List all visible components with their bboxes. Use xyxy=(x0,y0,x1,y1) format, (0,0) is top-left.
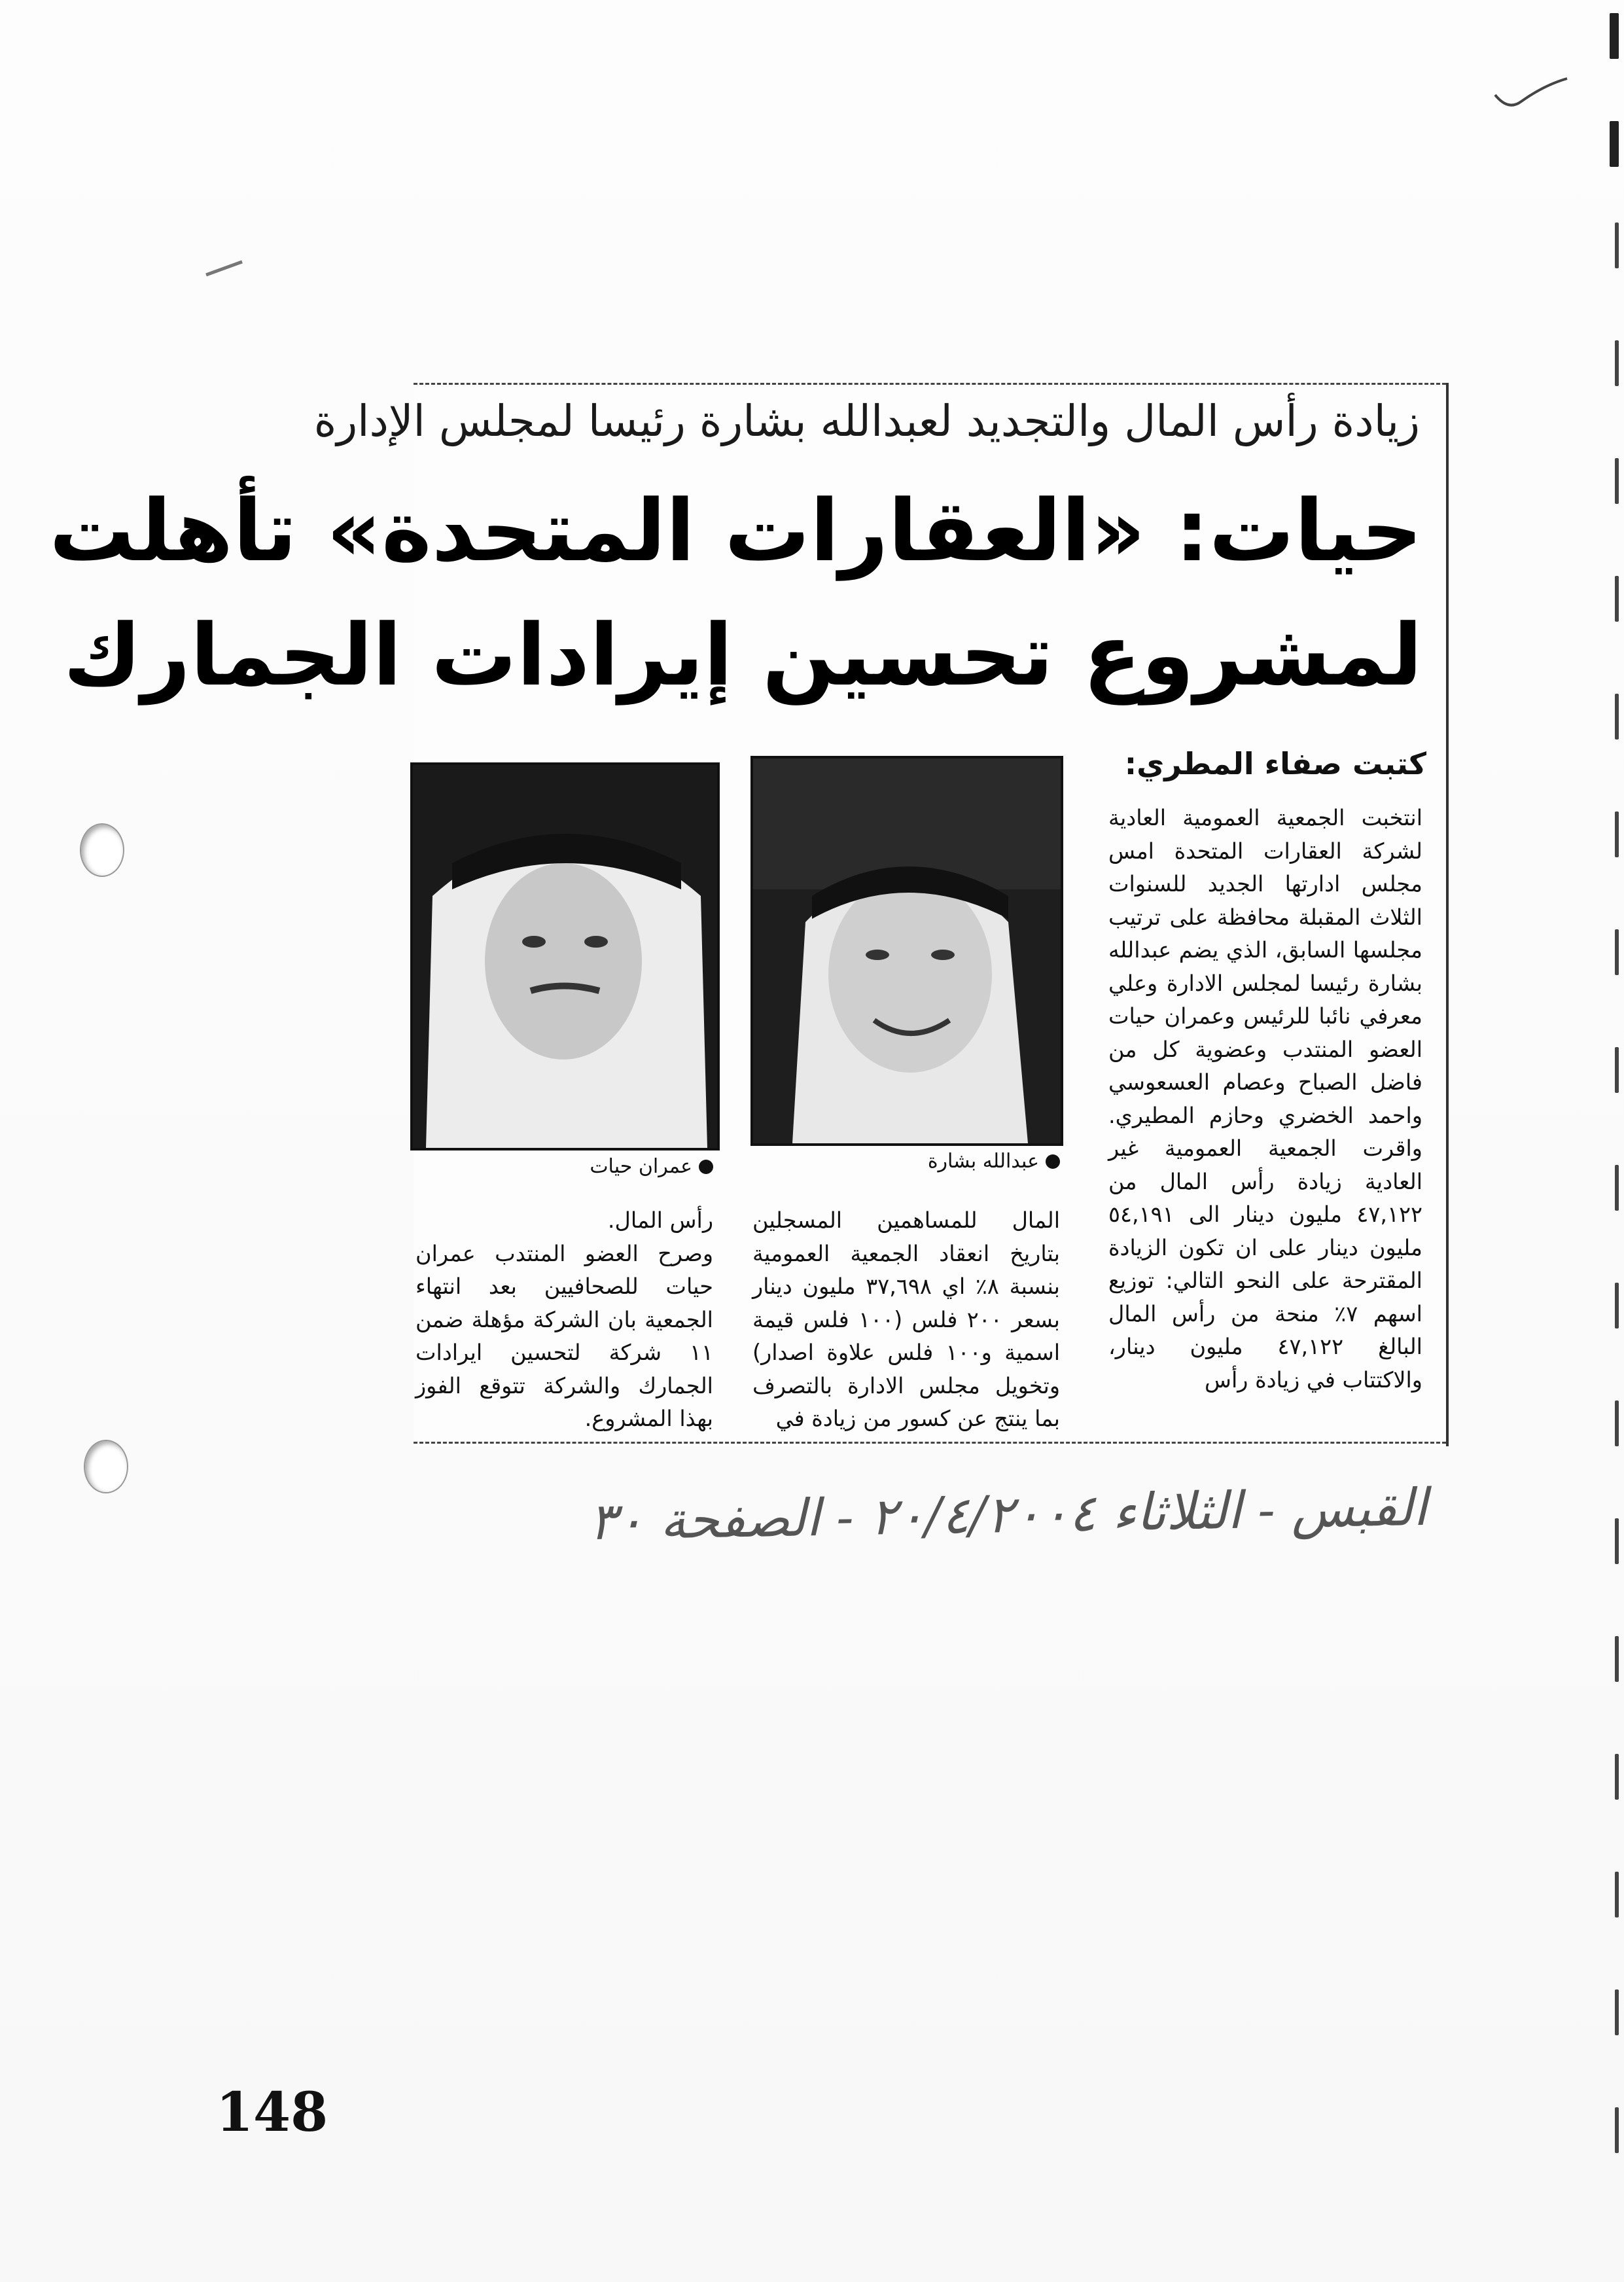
binder-edge-mark xyxy=(1615,1047,1619,1093)
caption-text: عبدالله بشارة xyxy=(927,1150,1039,1173)
article-column-middle xyxy=(752,1204,1060,1436)
binder-edge-mark xyxy=(1615,811,1619,857)
pencil-check-icon xyxy=(1492,65,1570,118)
binder-edge-mark xyxy=(1615,576,1619,622)
binder-edge-mark xyxy=(1615,694,1619,740)
article-byline: كتبت صفاء المطري: xyxy=(1124,746,1426,781)
binder-edge-mark xyxy=(1615,458,1619,504)
photo-caption-2 xyxy=(590,1155,713,1178)
clipping-bottom-rule xyxy=(414,1442,1446,1444)
portrait-photo xyxy=(753,758,1061,1143)
smudge-mark xyxy=(203,259,249,278)
handwritten-source-note: القبس - الثلاثاء ٢٠/٤/٢٠٠٤ - الصفحة ٣٠ xyxy=(588,1478,1428,1552)
column-left-paragraph-2: وصرح العضو المنتدب عمران حيات للصحافيين بعد انتهاء الجمعية بان الشركة مؤهلة ضمن ١١ شركة لتحسين ايرادات الجمارك والشركة تتوقع الفوز بهذا المشروع. xyxy=(415,1240,713,1431)
binder-edge-mark xyxy=(1615,1636,1619,1682)
binder-edge-mark xyxy=(1615,223,1619,268)
binder-edge-mark xyxy=(1615,2107,1619,2153)
article-headline-line-1: حيات: «العقارات المتحدة» تأهلت xyxy=(49,481,1422,580)
binder-edge-mark xyxy=(1615,1283,1619,1328)
article-kicker: زيادة رأس المال والتجديد لعبدالله بشارة رئيسا لمجلس الإدارة xyxy=(313,396,1420,446)
column-left-paragraph-1: رأس المال. xyxy=(607,1207,713,1233)
binder-edge-mark xyxy=(1615,1400,1619,1446)
binder-hole-top xyxy=(80,823,124,877)
caption-text: عمران حيات xyxy=(590,1155,692,1178)
binder-edge-mark xyxy=(1615,1989,1619,2035)
binder-edge-mark xyxy=(1615,929,1619,975)
article-column-left xyxy=(415,1204,713,1436)
binder-edge-mark xyxy=(1610,13,1619,59)
portrait-photo xyxy=(413,765,717,1148)
bullet-icon xyxy=(699,1160,713,1174)
bullet-icon xyxy=(1046,1154,1060,1169)
column-right-text: انتخبت الجمعية العمومية العادية لشركة العقارات المتحدة امس مجلس ادارتها الجديد للسنوات الثلاث المقبلة محافظة على ترتيب مجلسها السابق، الذي يضم عبدالله بشارة رئيسا لمجلس الادارة وعلي معرفي نائبا للرئيس وعمران حيات العضو المنتدب وعضوية كل من فاضل الصباح وعصام العسعوسي واحمد الخضري وحازم المطيري. واقرت الجمعية العمومية غير العادية زيادة رأس المال من ٤٧,١٢٢ مليون دينار الى ٥٤,١٩١ مليون دينار على ان تكون الزيادة المقترحة على النحو التالي: توزيع اسهم ٧٪ منحة من رأس المال البالغ ٤٧,١٢٢ مليون دينار، والاكتتاب في زيادة رأس xyxy=(1108,805,1422,1393)
photo-abdullah-bishara xyxy=(750,756,1063,1146)
column-middle-text: المال للمساهمين المسجلين بتاريخ انعقاد الجمعية العمومية بنسبة ٨٪ اي ٣٧,٦٩٨ مليون دينار بسعر ٢٠٠ فلس (١٠٠ فلس قيمة اسمية و١٠٠ فلس علاوة اصدار) وتخويل مجلس الادارة بالتصرف بما ينتج عن كسور من زيادة في xyxy=(752,1207,1061,1431)
clipping-top-rule xyxy=(414,383,1446,385)
binder-edge-mark xyxy=(1615,1754,1619,1800)
binder-hole-bottom xyxy=(84,1440,128,1493)
page-number: 148 xyxy=(216,2081,328,2144)
binder-edge-mark xyxy=(1615,340,1619,386)
article-headline-line-2: لمشروع تحسين إيرادات الجمارك xyxy=(63,605,1422,705)
binder-edge-mark xyxy=(1615,1518,1619,1564)
binder-edge-mark xyxy=(1615,1165,1619,1211)
binder-edge-mark xyxy=(1615,1872,1619,1917)
newspaper-clipping xyxy=(49,383,1449,1446)
article-column-right xyxy=(1108,802,1422,1397)
binder-edge-mark xyxy=(1610,121,1619,167)
photo-caption-1 xyxy=(928,1150,1060,1173)
photo-omran-hayat xyxy=(410,762,720,1150)
